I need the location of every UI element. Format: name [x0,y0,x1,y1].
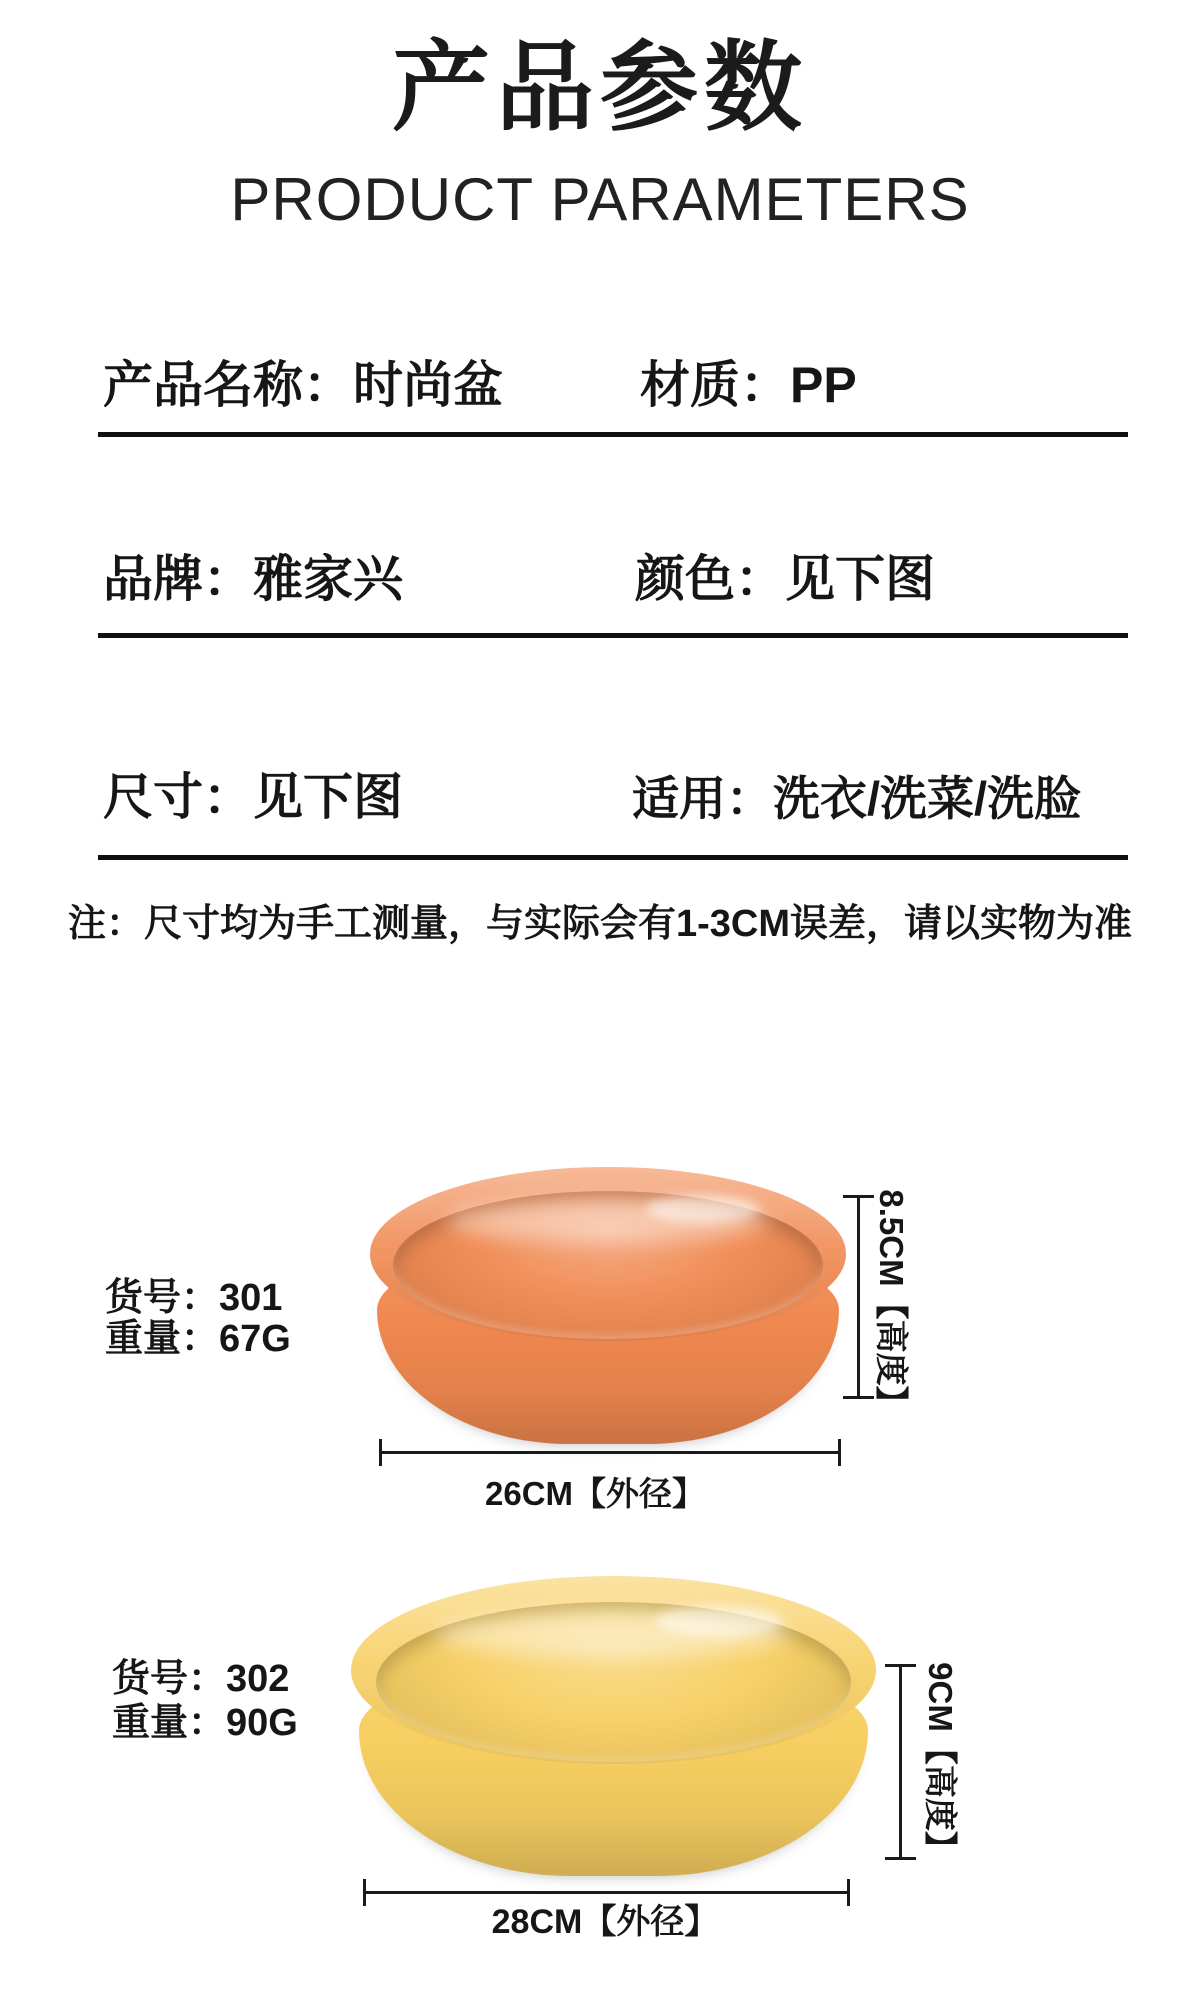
divider-line-1 [98,432,1128,437]
basin-301-image [370,1167,846,1447]
diameter-dimension-label-302: 28CM【外径】 [491,1903,719,1941]
height-dimension-label-302: 9CM【高度】 [922,1662,959,1864]
divider-line-3 [98,855,1128,860]
height-dimension-cap-bottom-302 [885,1857,916,1860]
diameter-dimension-line-302 [363,1891,850,1894]
diameter-dimension-cap-right-302 [847,1879,850,1906]
height-dimension-line-302 [899,1666,902,1859]
spec-cell-size: 尺寸：见下图 [103,769,403,825]
height-dimension-line-301 [857,1196,860,1399]
page-title: 产品参数 [391,32,808,142]
height-dimension-cap-top-302 [885,1664,916,1667]
sku-label-301: 货号：301 [105,1277,283,1319]
spec-cell-brand: 品牌：雅家兴 [103,551,403,607]
diameter-dimension-cap-left-301 [379,1439,382,1466]
weight-label-302: 重量：90G [112,1702,298,1744]
sku-label-302: 货号：302 [112,1658,290,1700]
basin-302-image [351,1576,876,1879]
spec-cell-material: 材质：PP [640,357,857,413]
diameter-dimension-line-301 [379,1451,841,1454]
page-subtitle: PRODUCT PARAMETERS [230,166,970,233]
divider-line-2 [98,633,1128,638]
spec-cell-color: 颜色：见下图 [635,551,935,607]
height-dimension-label-301: 8.5CM【高度】 [873,1189,910,1419]
diameter-dimension-cap-right-301 [838,1439,841,1466]
spec-cell-usage: 适用：洗衣/洗菜/洗脸 [632,772,1082,825]
diameter-dimension-cap-left-302 [363,1879,366,1906]
weight-label-301: 重量：67G [105,1318,291,1360]
diameter-dimension-label-301: 26CM【外径】 [484,1475,706,1512]
spec-cell-product-name: 产品名称：时尚盆 [103,357,503,413]
basin-302-highlight-2 [656,1606,782,1636]
basin-301-highlight-2 [646,1195,760,1223]
note-text: 注：尺寸均为手工测量，与实际会有1-3CM误差，请以实物为准 [67,903,1133,945]
